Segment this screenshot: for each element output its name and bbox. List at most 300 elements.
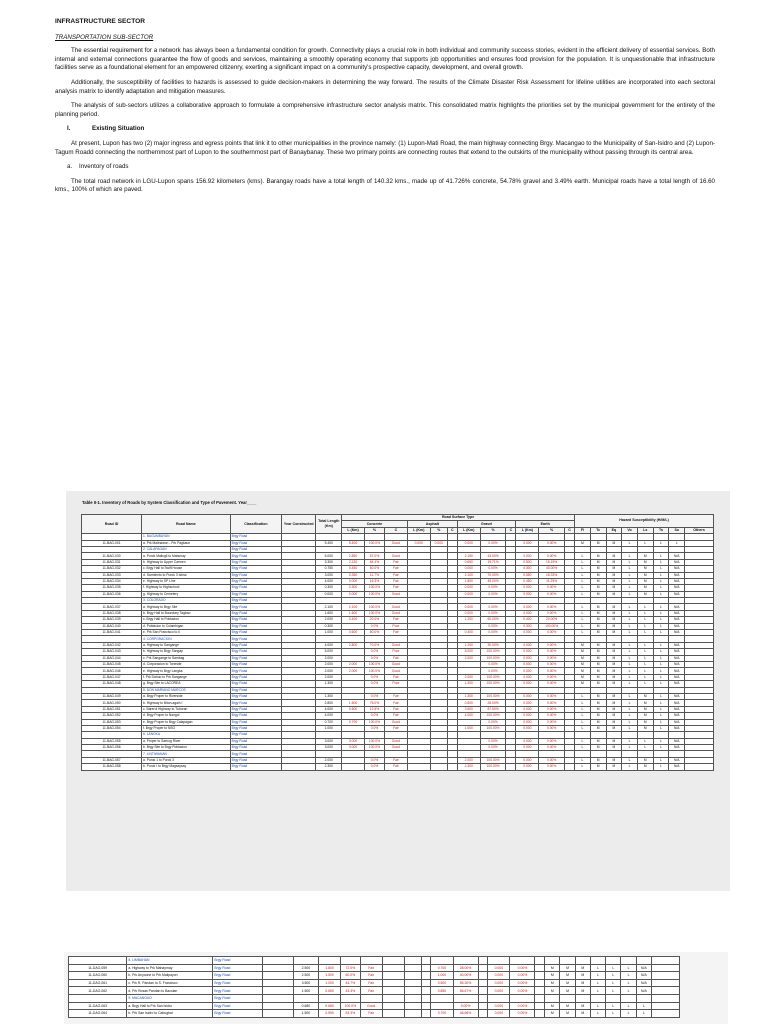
hazard-cell: L (622, 623, 638, 629)
road-name-cell: a. Brgy Hall to Prk San Isidro (127, 1002, 213, 1010)
gravel-length-cell: 1.300 (457, 693, 480, 699)
hazard-cell: L (621, 964, 636, 972)
classification-cell: Brgy Road (230, 572, 281, 578)
hazard-cell: M (606, 661, 622, 667)
road-name-cell: a. Highway to Prk Mahaymay (127, 964, 213, 972)
hazard-cell: M (545, 1002, 560, 1010)
hazard-cell: L (653, 617, 669, 623)
hazard-cell: M (545, 972, 560, 980)
total-length-cell: 2.500 (293, 964, 318, 972)
road-name-cell: d. Corporacion to Tonesite (142, 661, 231, 667)
hazard-cell: M (606, 540, 622, 546)
barangay-name-cell: 7. LINTIWANAN (142, 751, 231, 757)
concrete-condition-cell: Good (384, 719, 407, 725)
road-id-cell: 11-DAO-063 (69, 1002, 127, 1010)
header-concrete: Concrete (342, 521, 408, 527)
hazard-cell: M (606, 757, 622, 763)
total-length-cell: 3.000 (316, 745, 342, 751)
road-name-cell: b. Highway to Upper Carmen (142, 559, 231, 565)
earth-percent-cell: 0.00% (510, 979, 535, 987)
table-row (69, 972, 680, 980)
empty-cell (478, 957, 488, 965)
concrete-length-cell: 0.550 (318, 1010, 340, 1018)
concrete-condition-cell: Fair (360, 987, 382, 995)
hazard-cell: N/A (669, 630, 685, 636)
hazard-cell: L (653, 693, 669, 699)
hazard-cell: M (606, 642, 622, 648)
concrete-condition-cell: Fair (384, 700, 407, 706)
hazard-cell: L (622, 745, 638, 751)
concrete-percent-cell: 0.0% (364, 655, 384, 661)
earth-length-cell: 0.000 (516, 700, 539, 706)
hazard-cell: L (669, 540, 685, 546)
gravel-percent-cell: 60.00% (480, 617, 506, 623)
road-name-cell: d. Poblacion to Culambigan (142, 623, 231, 629)
road-name-cell: e. Highway to SP Line (142, 578, 231, 584)
concrete-condition-cell: Fair (384, 585, 407, 591)
concrete-percent-cell: 12.5% (364, 706, 384, 712)
gravel-percent-cell: 100.00% (480, 674, 506, 680)
concrete-condition-cell: Fair (384, 674, 407, 680)
hazard-cell: L (606, 964, 621, 972)
subheader-hazard-code: Fl (575, 527, 591, 533)
empty-cell (478, 994, 488, 1002)
earth-condition-cell (535, 987, 545, 995)
road-id-cell (69, 994, 127, 1002)
total-length-cell: 2.500 (293, 972, 318, 980)
hazard-cell: N/A (669, 719, 685, 725)
concrete-condition-cell: Good (384, 661, 407, 667)
gravel-length-cell: 2.100 (457, 572, 480, 578)
road-id-cell: 11-BAG-044 (82, 655, 142, 661)
hazard-cell: L (637, 623, 653, 629)
hazard-cell: M (606, 591, 622, 597)
hazard-cell: M (637, 700, 653, 706)
asphalt-length-cell (382, 1002, 404, 1010)
hazard-cell: L (653, 738, 669, 744)
total-length-cell: 4.000 (316, 706, 342, 712)
hazard-cell: L (575, 713, 591, 719)
hazard-cell: L (622, 642, 638, 648)
concrete-length-cell: 1.600 (342, 610, 365, 616)
table-row (82, 764, 714, 770)
hazard-cell: L (622, 604, 638, 610)
road-name-cell: g. Highway to Cemetery (142, 591, 231, 597)
earth-length-cell: 0.000 (516, 630, 539, 636)
road-id-cell: 11-BAG-038 (82, 610, 142, 616)
road-name-cell: a. Purok 1 to Purok 3 (142, 757, 231, 763)
road-name-cell: e. Prk San Francisco to II (142, 630, 231, 636)
empty-cell (453, 994, 478, 1002)
classification-cell: Brgy Road (213, 972, 263, 980)
hazard-cell: M (637, 693, 653, 699)
hazard-cell: N/A (669, 572, 685, 578)
gravel-percent-cell: 25.00% (480, 700, 506, 706)
subheader-hazard-code: Ts (653, 527, 669, 533)
earth-percent-cell: 0.00% (539, 700, 565, 706)
classification-cell: Brgy Road (230, 636, 281, 642)
hazard-cell: M (637, 572, 653, 578)
empty-cell (488, 994, 510, 1002)
hazard-cell: M (590, 693, 606, 699)
hazard-cell: N/A (669, 661, 685, 667)
road-name-cell: c. Brgy Hall to Poblacion (142, 617, 231, 623)
hazard-cell: N/A (669, 553, 685, 559)
classification-cell: Brgy Road (230, 604, 281, 610)
classification-cell: Brgy Road (230, 668, 281, 674)
earth-length-cell: 0.000 (516, 745, 539, 751)
concrete-percent-cell: 43.3% (341, 987, 360, 995)
subheader-percent: % (480, 527, 506, 533)
table-row (69, 964, 680, 972)
concrete-condition-cell: Fair (384, 757, 407, 763)
gravel-percent-cell: 45.00% (480, 578, 506, 584)
classification-cell: Brgy Road (213, 987, 263, 995)
hazard-cell: L (575, 725, 591, 731)
earth-percent-cell: 0.00% (539, 764, 565, 770)
hazard-cell: L (622, 553, 638, 559)
concrete-percent-cell: 0.0% (364, 713, 384, 719)
table-row (69, 1002, 680, 1010)
header-earth: Earth (516, 521, 575, 527)
empty-cell (606, 957, 621, 965)
concrete-percent-cell: 0.0% (364, 649, 384, 655)
subheader-l-km: L (Km) (457, 527, 480, 533)
hazard-cell (652, 964, 680, 972)
road-id-cell: 11-DAO-061 (69, 979, 127, 987)
earth-condition-cell (535, 964, 545, 972)
asphalt-length-cell (382, 987, 404, 995)
road-id-cell: 11-BAG-030 (82, 553, 142, 559)
hazard-cell: L (606, 979, 621, 987)
concrete-length-cell: 2.000 (342, 668, 365, 674)
road-name-cell: a. Purok Malingil to Mabuhay (142, 553, 231, 559)
concrete-condition-cell: Fair (360, 972, 382, 980)
hazard-cell: N/A (669, 764, 685, 770)
hazard-cell: M (606, 764, 622, 770)
hazard-cell: M (590, 681, 606, 687)
road-name-cell: b. Highway to Biton-again I (142, 700, 231, 706)
road-name-cell: f. Prk Dahuo to Prk Sangange (142, 674, 231, 680)
road-id-cell: 11-BAG-040 (82, 623, 142, 629)
road-id-cell: 11-BAG-049 (82, 693, 142, 699)
hazard-cell: M (545, 979, 560, 987)
hazard-cell: L (590, 964, 605, 972)
classification-cell: Brgy Road (213, 957, 263, 965)
classification-cell: Brgy Road (230, 738, 281, 744)
hazard-cell: L (637, 674, 653, 680)
hazard-cell: L (575, 630, 591, 636)
earth-length-cell: 0.000 (516, 591, 539, 597)
hazard-cell: N/A (669, 693, 685, 699)
hazard-cell: N/A (669, 585, 685, 591)
hazard-cell: M (575, 1010, 590, 1018)
road-name-cell: c. Barerol Highway to Tuburan (142, 706, 231, 712)
gravel-length-cell: 0.000 (457, 540, 480, 546)
earth-length-cell: 0.000 (516, 540, 539, 546)
road-id-cell: 11-BAG-057 (82, 757, 142, 763)
gravel-length-cell: 3.500 (457, 706, 480, 712)
empty-cell (404, 994, 421, 1002)
hazard-cell: L (622, 617, 638, 623)
hazard-cell: M (606, 630, 622, 636)
gravel-percent-cell: 0.00% (480, 668, 506, 674)
year-cell (282, 764, 316, 770)
concrete-condition-cell: Good (384, 610, 407, 616)
gravel-percent-cell: 19.71% (480, 559, 506, 565)
barangay-name-cell: 9. MACANGAO (127, 994, 213, 1002)
concrete-condition-cell: Good (384, 604, 407, 610)
earth-length-cell: 0.000 (516, 553, 539, 559)
hazard-cell: L (637, 540, 653, 546)
hazard-cell (652, 979, 680, 987)
road-id-cell: 11-BAG-045 (82, 661, 142, 667)
empty-cell (341, 957, 360, 965)
hazard-cell: L (622, 572, 638, 578)
paragraph-ingress: At present, Lupon has two (2) major ingress and egress points that link it to other municipalities in the province namely: (1) Lupon-Mati Road, the main highway connecting Brgy. Macangao to the Municipality of San-Isidro and (2) Lupon-Tagum Roadd connecting the northernmost part of Lupon to the southernmost part of Banaybanay. These two primary points are connecting routes that extend to the outskirts of the municipality without passing through its central area. (55, 139, 715, 156)
hazard-cell: M (575, 649, 591, 655)
hazard-cell: L (622, 706, 638, 712)
empty-cell (293, 994, 318, 1002)
empty-cell (590, 994, 605, 1002)
sector-heading: INFRASTRUCTURE SECTOR (55, 18, 145, 25)
concrete-percent-cell: 0.0% (364, 693, 384, 699)
hazard-cell: N/A (669, 700, 685, 706)
hazard-cell: L (575, 738, 591, 744)
hazard-cell: N/A (669, 591, 685, 597)
hazard-cell: M (606, 610, 622, 616)
hazard-cell: L (590, 1002, 605, 1010)
asphalt-condition-cell (421, 964, 431, 972)
road-inventory-table-continued (68, 956, 680, 1018)
hazard-cell: M (590, 566, 606, 572)
total-length-cell: 0.700 (316, 719, 342, 725)
hazard-cell: L (653, 725, 669, 731)
concrete-percent-cell: 100.0% (364, 585, 384, 591)
concrete-percent-cell: 0.0% (364, 764, 384, 770)
empty-cell (545, 957, 560, 965)
hazard-cell: M (590, 559, 606, 565)
classification-cell: Brgy Road (230, 719, 281, 725)
earth-length-cell: 0.000 (516, 719, 539, 725)
concrete-percent-cell: 100.0% (364, 668, 384, 674)
earth-length-cell: 0.000 (516, 681, 539, 687)
earth-percent-cell: 0.00% (539, 655, 565, 661)
hazard-cell: L (653, 764, 669, 770)
empty-cell (382, 994, 404, 1002)
gravel-length-cell: 0.000 (457, 591, 480, 597)
earth-condition-cell (535, 1002, 545, 1010)
subheader-hazard-code: Eq (606, 527, 622, 533)
road-name-cell: b. Prk Anyoone to Prk Malipayon (127, 972, 213, 980)
classification-cell: Brgy Road (230, 700, 281, 706)
section-number: I. (67, 125, 71, 133)
year-cell (263, 1002, 294, 1010)
hazard-cell: L (622, 578, 638, 584)
concrete-length-cell: 0.650 (318, 987, 340, 995)
gravel-condition-cell (478, 979, 488, 987)
hazard-cell: M (575, 681, 591, 687)
year-cell (263, 964, 294, 972)
road-id-cell: 11-BAG-048 (82, 681, 142, 687)
total-length-cell: 1.300 (316, 681, 342, 687)
earth-length-cell: 0.000 (488, 987, 510, 995)
road-name-cell: a. Prk Malinawon - Prk Pagkaun (142, 540, 231, 546)
road-name-cell: a. Highway to Brgy Site (142, 604, 231, 610)
asphalt-percent-cell: 0.000 (430, 540, 447, 546)
concrete-condition-cell: Fair (384, 706, 407, 712)
earth-percent-cell: 15.15% (539, 559, 565, 565)
road-name-cell: d. Prk Rosas Pandan to Bacolan (127, 987, 213, 995)
earth-length-cell: 0.000 (516, 757, 539, 763)
earth-length-cell: 0.000 (516, 674, 539, 680)
hazard-cell: L (637, 604, 653, 610)
classification-cell: Brgy Road (230, 751, 281, 757)
hazard-cell: L (637, 655, 653, 661)
gravel-length-cell: 0.700 (431, 1010, 453, 1018)
hazard-cell: L (622, 649, 638, 655)
hazard-cell: L (637, 661, 653, 667)
gravel-condition-cell (478, 987, 488, 995)
hazard-cell: L (622, 725, 638, 731)
classification-cell: Brgy Road (230, 713, 281, 719)
gravel-percent-cell: 0.00% (480, 540, 506, 546)
gravel-length-cell: 1.000 (431, 972, 453, 980)
hazard-cell: L (653, 623, 669, 629)
table-row (69, 1010, 680, 1018)
empty-cell (421, 957, 431, 965)
gravel-percent-cell: 0.00% (480, 623, 506, 629)
hazard-cell: M (590, 655, 606, 661)
gravel-percent-cell: 56.67% (453, 987, 478, 995)
hazard-cell (652, 1002, 680, 1010)
hazard-cell: L (636, 1002, 651, 1010)
empty-cell (318, 957, 340, 965)
hazard-cell: N/A (669, 713, 685, 719)
concrete-condition-cell: Good (384, 745, 407, 751)
classification-cell: Brgy Road (230, 578, 281, 584)
road-name-cell: g. Brgy Site to LACOREA (142, 681, 231, 687)
empty-cell (510, 957, 535, 965)
road-name-cell: a. Brgy Proper to Riverside (142, 693, 231, 699)
gravel-length-cell: 1.800 (457, 578, 480, 584)
gravel-percent-cell: 28.00% (453, 964, 478, 972)
hazard-cell: L (653, 681, 669, 687)
classification-cell: Brgy Road (230, 725, 281, 731)
earth-percent-cell: 0.00% (539, 757, 565, 763)
concrete-percent-cell: 11.7% (364, 572, 384, 578)
concrete-length-cell: 0.680 (318, 1002, 340, 1010)
hazard-cell: N/A (669, 725, 685, 731)
hazard-cell: L (653, 655, 669, 661)
concrete-condition-cell: Fair (360, 964, 382, 972)
hazard-cell: M (590, 738, 606, 744)
hazard-cell: L (622, 668, 638, 674)
classification-cell: Brgy Road (230, 732, 281, 738)
total-length-cell: 4.000 (316, 578, 342, 584)
concrete-condition-cell: Fair (384, 566, 407, 572)
concrete-condition-cell: Good (384, 738, 407, 744)
hazard-cell: M (637, 719, 653, 725)
hazard-cell: M (637, 559, 653, 565)
hazard-cell: L (622, 719, 638, 725)
concrete-condition-cell: Fair (384, 693, 407, 699)
road-name-cell: b. Prk San Isidro to Cabugbal (127, 1010, 213, 1018)
concrete-percent-cell: 60.0% (364, 630, 384, 636)
total-length-cell: 2.300 (316, 764, 342, 770)
asphalt-condition-cell (421, 1002, 431, 1010)
gravel-percent-cell: 100.00% (480, 681, 506, 687)
empty-cell (560, 994, 575, 1002)
road-id-cell: 11-BAG-058 (82, 764, 142, 770)
road-id-cell: 11-DAO-062 (69, 987, 127, 995)
total-length-cell: 3.000 (316, 738, 342, 744)
hazard-cell: L (622, 610, 638, 616)
earth-percent-cell: 100.00% (539, 623, 565, 629)
gravel-percent-cell: 0.00% (480, 738, 506, 744)
gravel-length-cell: 0.500 (457, 700, 480, 706)
barangay-name-cell: 2. CALAPAGAN (142, 546, 231, 552)
earth-length-cell: 0.000 (488, 1010, 510, 1018)
hazard-cell: L (653, 559, 669, 565)
hazard-cell: M (575, 972, 590, 980)
subheader-hazard-code: Vo (622, 527, 638, 533)
empty-cell (431, 994, 453, 1002)
hazard-cell: L (575, 617, 591, 623)
hazard-cell: M (637, 757, 653, 763)
gravel-percent-cell: 0.00% (480, 661, 506, 667)
earth-length-cell: 0.000 (516, 668, 539, 674)
empty-cell (535, 994, 545, 1002)
hazard-cell: L (653, 610, 669, 616)
classification-cell: Brgy Road (230, 630, 281, 636)
concrete-length-cell: 0.000 (342, 591, 365, 597)
hazard-cell: M (575, 1002, 590, 1010)
hazard-cell: L (622, 585, 638, 591)
road-name-cell: d. Brgy Proper to Nangol (142, 713, 231, 719)
gravel-length-cell: 0.850 (431, 987, 453, 995)
asphalt-percent-cell (404, 972, 421, 980)
concrete-percent-cell: 64.4% (364, 559, 384, 565)
empty-cell (535, 957, 545, 965)
hazard-cell: N/A (669, 610, 685, 616)
gravel-length-cell: 1.200 (457, 642, 480, 648)
hazard-cell: L (621, 987, 636, 995)
hazard-cell: L (606, 1010, 621, 1018)
road-id-cell: 11-BAG-056 (82, 745, 142, 751)
hazard-cell: L (637, 738, 653, 744)
concrete-length-cell: 0.350 (342, 572, 365, 578)
earth-percent-cell: 11.25% (539, 578, 565, 584)
hazard-cell: N/A (636, 987, 651, 995)
paragraph-hazard: Additionally, the susceptibility of facilities to hazards is assessed to guide decision-makers in determining the way forward. The results of the Climate Disaster Risk Assessment for lifeline utilities are incorporated into each sectoral analysis matrix to identify adaptation and mitigation measures. (55, 78, 715, 95)
hazard-cell: L (575, 591, 591, 597)
gravel-length-cell: 4.000 (457, 713, 480, 719)
table-row (69, 979, 680, 987)
gravel-length-cell: 0.000 (457, 610, 480, 616)
concrete-length-cell: 3.000 (342, 738, 365, 744)
hazard-cell: L (637, 745, 653, 751)
road-id-cell: 11-DAO-059 (69, 964, 127, 972)
gravel-length-cell: 5.000 (457, 649, 480, 655)
gravel-length-cell: 0.500 (431, 979, 453, 987)
gravel-percent-cell: 0.00% (480, 630, 506, 636)
gravel-percent-cell: 70.00% (480, 572, 506, 578)
hazard-cell: L (622, 630, 638, 636)
hazard-cell: M (590, 585, 606, 591)
concrete-length-cell: 5.400 (342, 540, 365, 546)
empty-cell (360, 957, 382, 965)
